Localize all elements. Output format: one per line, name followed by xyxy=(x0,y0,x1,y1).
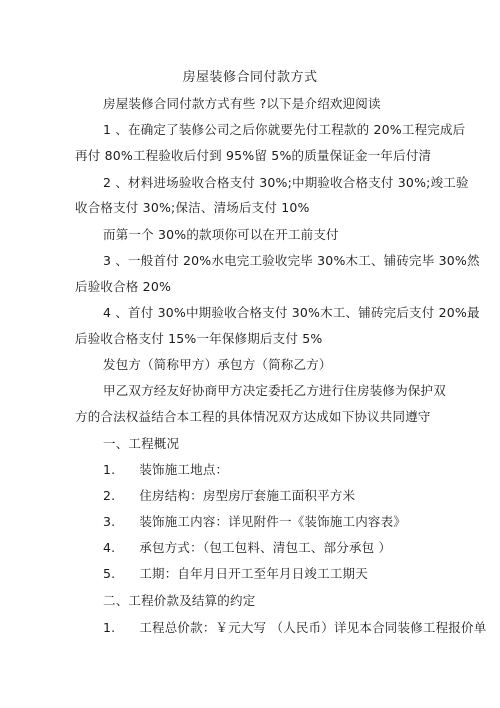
paragraph-4-line-2: 后验收合格 20% xyxy=(75,279,172,294)
item-number: 1. xyxy=(103,462,116,477)
item-text: 装饰施工地点： xyxy=(139,462,229,477)
section-1-item-4 xyxy=(103,540,391,556)
section-1-item-2 xyxy=(103,488,355,504)
paragraph-6-line-1: 发包方（简称甲方）承包方（简称乙方） xyxy=(103,357,332,372)
section-1-item-1 xyxy=(103,462,228,478)
item-text: 工期：自年月日开工至年月日竣工工期天 xyxy=(139,566,368,581)
intro-line: 房屋装修合同付款方式有些 ?以下是介绍欢迎阅读 xyxy=(103,96,381,111)
item-text: 住房结构：房型房厅套施工面积平方米 xyxy=(139,488,356,503)
item-number: 1. xyxy=(103,620,116,635)
paragraph-1-line-1: 1 、在确定了装修公司之后你就要先付工程款的 20%工程完成后 xyxy=(103,122,466,137)
paragraph-5-line-2: 后验收合格支付 15%一年保修期后支付 5% xyxy=(75,331,323,346)
document-title: 房屋装修合同付款方式 xyxy=(182,70,318,85)
item-number: 2. xyxy=(103,488,116,503)
paragraph-5-line-1: 4 、首付 30%中期验收合格支付 30%木工、铺砖完后支付 20%最 xyxy=(103,305,480,320)
section-2-heading: 二、工程价款及结算的约定 xyxy=(103,593,256,608)
section-1-heading: 一、工程概况 xyxy=(103,436,180,451)
item-number: 4. xyxy=(103,540,116,555)
paragraph-7-line-2: 方的合法权益结合本工程的具体情况双方达成如下协议共同遵守 xyxy=(75,409,431,424)
paragraph-4-line-1: 3 、一般首付 20%水电完工验收完毕 30%木工、铺砖完毕 30%然 xyxy=(103,253,480,268)
section-1-item-5 xyxy=(103,566,368,582)
paragraph-7-line-1: 甲乙双方经友好协商甲方决定委托乙方进行住房装修为保护双 xyxy=(103,383,446,398)
section-1-item-3 xyxy=(103,514,406,530)
paragraph-2-line-2: 收合格支付 30%;保洁、清场后支付 10% xyxy=(75,200,310,215)
paragraph-3-line-1: 而第一个 30%的款项你可以在开工前支付 xyxy=(103,227,339,242)
item-number: 5. xyxy=(103,566,116,581)
item-text: 装饰施工内容：详见附件一《装饰施工内容表》 xyxy=(139,514,407,529)
paragraph-1-line-2: 再付 80%工程验收后付到 95%留 5%的质量保证金一年后付清 xyxy=(75,148,432,163)
item-number: 3. xyxy=(103,514,116,529)
paragraph-2-line-1: 2 、材料进场验收合格支付 30%;中期验收合格支付 30%;竣工验 xyxy=(103,175,469,190)
item-text: 工程总价款：￥元大写 （人民币）详见本合同装修工程报价单 xyxy=(139,620,487,635)
item-text: 承包方式：（包工包料、清包工、部分承包 ） xyxy=(139,540,392,555)
section-2-item-1 xyxy=(103,620,486,636)
